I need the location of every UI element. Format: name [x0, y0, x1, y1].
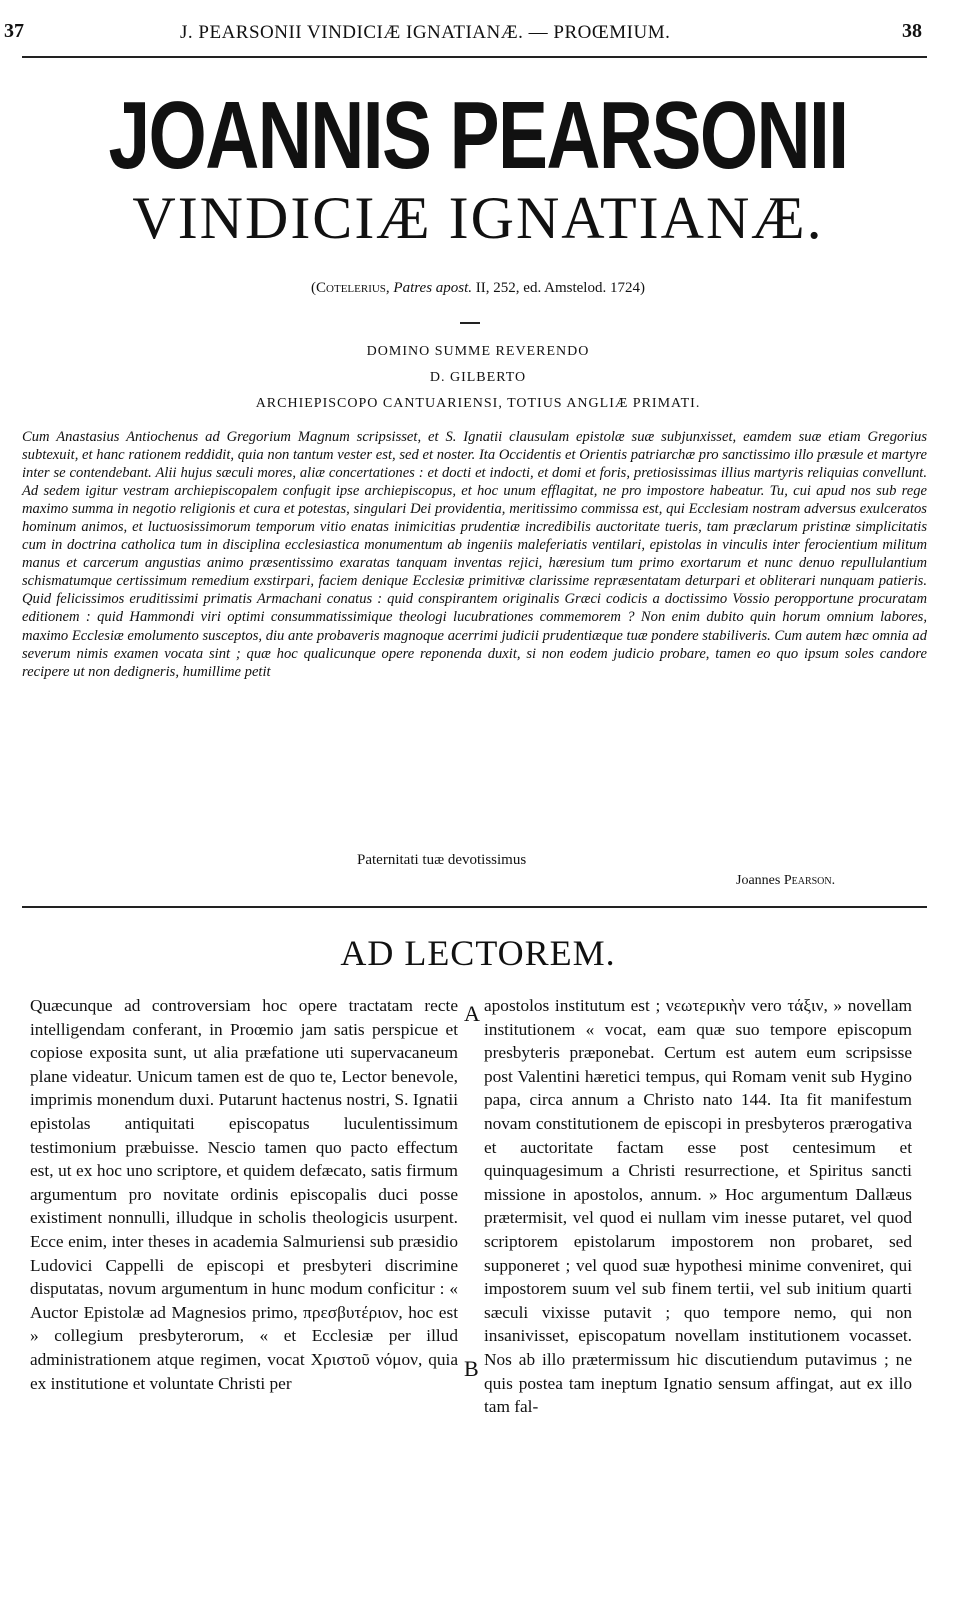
dedication-closing: Paternitati tuæ devotissimus	[357, 852, 527, 868]
dedication-signature	[736, 873, 835, 889]
page-number-left: 37	[4, 20, 24, 42]
title-work: VINDICIÆ IGNATIANÆ.	[132, 185, 824, 251]
signature-name: Joannes	[736, 873, 781, 888]
dedication-body: Cum Anastasius Antiochenus ad Gregorium Magnum scripsisset, et S. Ignatii clausulam epistolæ suæ subjunxisset, eamdem suæ etiam Gregorius subtexuit, et hanc rationem reddidit, quia non tantum vester est, sed et noster. Ita Occidentis et Orientis patriarchæ pro sanctissimo illo præsule et martyre inter se contendebant. Alii hujus sæculi mores, aliæ concertationes : et docti et indocti, et domi et foris, pretiosissimas illius martyris reliquias convellunt. Ad sedem igitur vestram archiepiscopalem confugit ipse archiepiscopus, et hoc unum efflagitat, ne pro impostore habeatur. Tu, cui apud nos sub rege maximo summa in negotio religionis et cura et potestas, singulari Dei providentia, meritissimo commissa est, qui Ecclesiam nostram adversus exulceratos hominum animos, et luctuosissimorum temporum vitio enatas inimicitias prudentiæ incredibilis auctoritate tueris, tam præclarum pristinæ simplicitatis cum in doctrina catholica tum in disciplina ecclesiastica monumentum ab ingeniis maleferiatis ventilari, epistolas in vinculis inter ferocientium militum manus et carcerum angustias animo præsentissimo exaratas tanquam inventas rejici, hæresium tum primo exortarum et nunc denuo repullulantium schismatumque certissimum remedium exstirpari, faciem denique Ecclesiæ primitivæ clarissime repræsentatam deturpari et obliterari nunquam patieris. Quid felicissimos eruditissimi primatis Armachani conatus : quid conspirantem originalis Græci codicis a doctissimo Vossio peropportune procuratam editionem : quid Hammondi viri optimi consummatissimique theologi lucubrationes commemorem ? Non enim dubito quin horum omnium labores, maximo Ecclesiæ emolumento susceptos, diu ante probaveris magnoque acerrimi judicii prudentiæque tuæ pondere stabiliveris. Cum autem hæc omnia ad severum nimis examen vocata sint ; quæ hoc qualicunque opere reponenda duxit, si non eodem judicio probare, tamen eo quo ipsum soles candore recipere ut non dedigneris, humillime petit	[22, 429, 927, 680]
column-left: Quæcunque ad controversiam hoc opere tractatam recte intelligendam conferant, in Proœmio jam satis perspicue et copiose exposita sunt, ut alia præfatione uti supervacaneum plane videatur. Unicum tamen est de quo te, Lector benevole, imprimis monendum duxi. Putarunt hactenus nostri, S. Ignatii epistolas antiquitati episcopatus luculentissimum testimonium præbuisse. Nescio tamen quo pacto effectum est, ut ex hoc uno scriptore, et quidem defæcato, satis firmum argumentum pro novitate ordinis episcopalis duci posse existiment nonnulli, illudque in scholis theologicis usurpent. Ecce enim, inter theses in academia Salmuriensi sub præsidio Ludovici Cappelli de episcopi et presbyteri discrimine disputatas, novum argumentum in hunc modum conficitur : « Auctor Epistolæ ad Magnesios primo, πρεσβυτέριον, hoc est » collegium presbyterorum, « et Ecclesiæ per illud administrationem atque regimen, vocat Χριστοῦ νόμον, quia ex institutione et voluntate Christi per	[30, 996, 458, 1393]
header-rule	[22, 56, 927, 58]
section-rule	[22, 906, 927, 908]
running-title: J. PEARSONII VINDICIÆ IGNATIANÆ. — PROŒMIUM.	[180, 22, 671, 43]
citation-author: (Cotelerius,	[311, 280, 390, 296]
section-title: AD LECTOREM.	[340, 933, 616, 973]
citation-ref: II, 252, ed. Amstelod. 1724)	[475, 280, 645, 296]
dedication-line-3: ARCHIEPISCOPO CANTUARIENSI, TOTIUS ANGLIÆ PRIMATI.	[255, 396, 701, 411]
margin-letter-b: B	[464, 1356, 479, 1381]
dedication-line-1: DOMINO SUMME REVERENDO	[366, 344, 590, 359]
separator-rule	[460, 322, 480, 324]
citation	[0, 280, 956, 297]
column-right: apostolos institutum est ; νεωτερικὴν vero τάξιν, » novellam institutionem « vocat, eam quæ suo tempore episcopum presbyteris præponebat. Certum est autem eum scripsisse post Valentini hæretici tempus, qui Romam venit sub Hygino papa, circa annum a Christo nato 144. Ita fit manifestum novam constitutionem de episcopi in presbyteros prærogativa et auctoritate factam esse post centesimum et quinquagesimum a Christi resurrectione, et Spiritus sancti missione in apostolos, annum. » Hoc argumentum Dallæus prætermisit, vel quod ei nullam vim inesse putaret, vel quod scriptorem epistolarum impostorem non probaret, sed supponeret ; vel quod suæ hypothesi minime conveniret, qui impostorem suum vel sub finem tertii, vel sub initium quarti sæculi vixisse putavit ; quo tempore nemo, qui non insanivisset, episcopatum novellam institutionem vocasset. Nos ab illo prætermissum hic discutiendum putavimus ; ne quis postea tam ineptum Ignatio sensum affingat, aut ex illo tam fal-	[484, 996, 912, 1417]
margin-letter-a: A	[464, 1001, 480, 1026]
title-author: JOANNIS PEARSONII	[108, 82, 848, 189]
page-number-right: 38	[902, 20, 922, 42]
citation-work: Patres apost.	[393, 280, 473, 296]
running-header	[0, 0, 956, 60]
signature-surname: Pearson.	[783, 873, 836, 888]
dedication-line-2: D. GILBERTO	[429, 370, 527, 385]
